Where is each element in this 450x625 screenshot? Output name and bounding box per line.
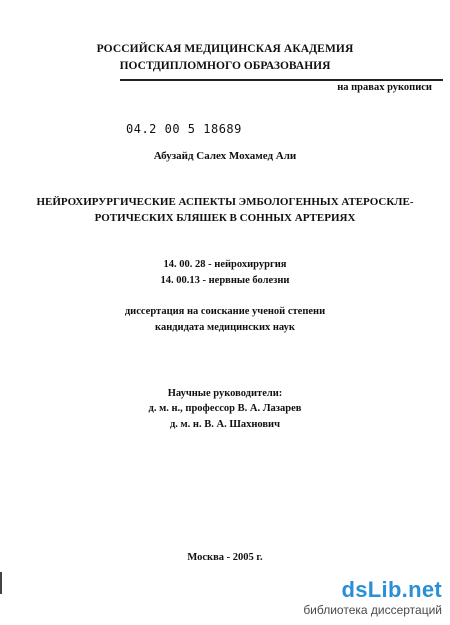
title-line-2: РОТИЧЕСКИХ БЛЯШЕК В СОННЫХ АРТЕРИЯХ xyxy=(94,212,356,224)
supervisor-1: д. м. н., профессор В. А. Лазарев xyxy=(148,403,302,414)
watermark-subtitle: библиотека диссертаций xyxy=(303,603,442,617)
manuscript-note: на правах рукописи xyxy=(337,82,432,93)
header-divider xyxy=(120,79,443,81)
author-name: Абузайд Салех Мохамед Али xyxy=(153,150,297,162)
dissertation-line-2: кандидата медицинских наук xyxy=(155,322,295,333)
dissertation-line-1: диссертация на соискание ученой степени xyxy=(124,306,326,317)
specialty-1: 14. 00. 28 - нейрохирургия xyxy=(163,259,287,270)
supervisors-heading: Научные руководители: xyxy=(167,388,283,399)
watermark-brand: dsLib.net xyxy=(341,577,442,602)
watermark xyxy=(303,577,442,617)
scan-edge-mark xyxy=(0,572,2,594)
city-year: Москва - 2005 г. xyxy=(187,552,263,563)
institution-line-2: ПОСТДИПЛОМНОГО ОБРАЗОВАНИЯ xyxy=(119,60,331,72)
specialty-2: 14. 00.13 - нервные болезни xyxy=(160,275,290,286)
supervisor-2: д. м. н. В. А. Шахнович xyxy=(169,419,281,430)
archive-number-stamp: 04.2 00 5 18689 xyxy=(126,122,242,136)
title-line-1: НЕЙРОХИРУРГИЧЕСКИЕ АСПЕКТЫ ЭМБОЛОГЕННЫХ АТЕРОСКЛЕ- xyxy=(36,196,414,208)
institution-line-1: РОССИЙСКАЯ МЕДИЦИНСКАЯ АКАДЕМИЯ xyxy=(96,43,354,55)
